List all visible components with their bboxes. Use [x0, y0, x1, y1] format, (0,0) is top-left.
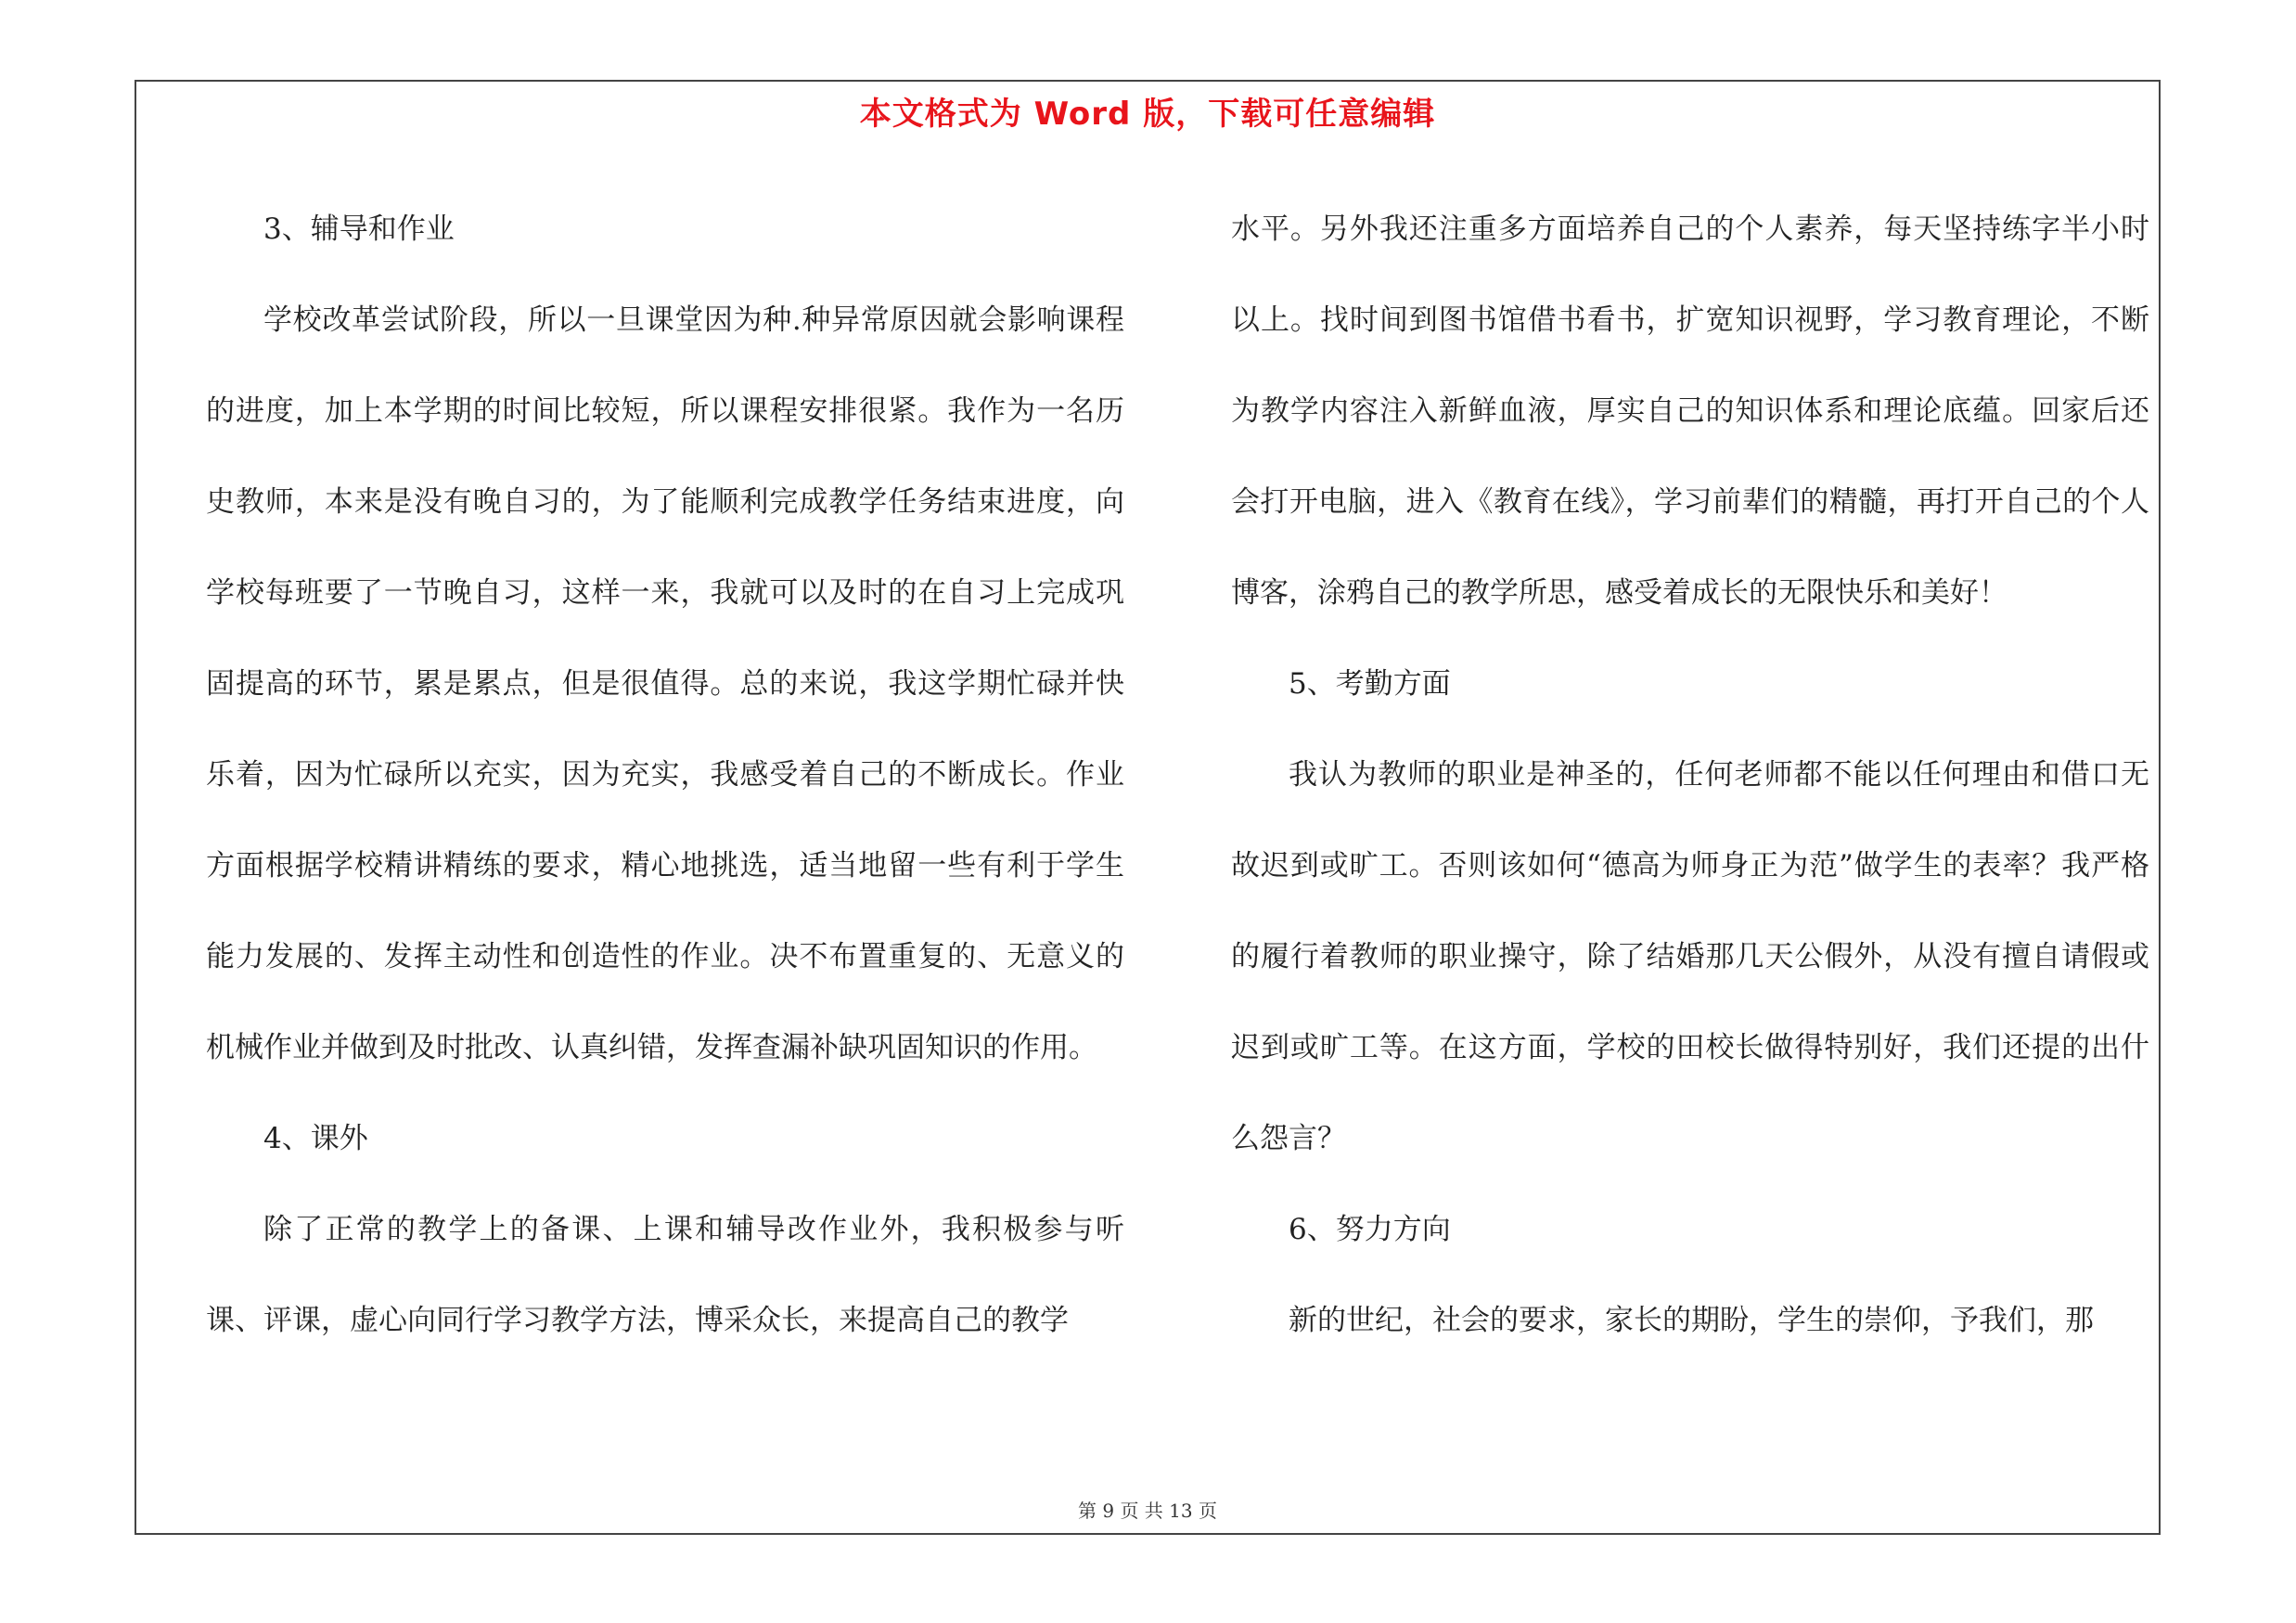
- heading-attendance: 5、考勤方面: [1289, 667, 1451, 701]
- format-banner: 本文格式为 Word 版，下载可任意编辑: [859, 96, 1436, 133]
- heading-extracurricular: 4、课外: [263, 1122, 368, 1155]
- paragraph-direction: 新的世纪，社会的要求，家长的期盼，学生的崇仰，予我们，那: [1289, 1304, 2094, 1337]
- paragraph-extracurricular: 除了正常的教学上的备课、上课和辅导改作业外，我积极参与听课、评课，虚心向同行学习教学方法，博采众长，来提高自己的教学: [206, 1213, 1124, 1337]
- paragraph-extracurricular-continued: 水平。另外我还注重多方面培养自己的个人素养，每天坚持练字半小时以上。找时间到图书馆借书看书，扩宽知识视野，学习教育理论，不断为教学内容注入新鲜血液，厚实自己的知识体系和理论底蕴。回家后还会打开电脑，进入《教育在线》，学习前辈们的精髓，再打开自己的个人博客，涂鸦自己的教学所思，感受着成长的无限快乐和美好！: [1231, 213, 2149, 610]
- paragraph-attendance: 我认为教师的职业是神圣的，任何老师都不能以任何理由和借口无故迟到或旷工。否则该如何“德高为师身正为范”做学生的表率？我严格的履行着教师的职业操守，除了结婚那几天公假外，从没有擅自请假或迟到或旷工等。在这方面，学校的田校长做得特别好，我们还提的出什么怨言？: [1231, 758, 2149, 1155]
- right-column: [1231, 184, 2149, 1366]
- left-column: [206, 184, 1124, 1366]
- paragraph-tutoring: 学校改革尝试阶段，所以一旦课堂因为种.种异常原因就会影响课程的进度，加上本学期的时间比较短，所以课程安排很紧。我作为一名历史教师，本来是没有晚自习的，为了能顺利完成教学任务结束进度，向学校每班要了一节晚自习，这样一来，我就可以及时的在自习上完成巩固提高的环节，累是累点，但是很值得。总的来说，我这学期忙碌并快乐着，因为忙碌所以充实，因为充实，我感受着自己的不断成长。作业方面根据学校精讲精练的要求，精心地挑选，适当地留一些有利于学生能力发展的、发挥主动性和创造性的作业。决不布置重复的、无意义的机械作业并做到及时批改、认真纠错，发挥查漏补缺巩固知识的作用。: [206, 303, 1124, 1064]
- page-number-footer: 第 9 页 共 13 页: [1078, 1500, 1217, 1522]
- heading-direction: 6、努力方向: [1289, 1213, 1451, 1246]
- heading-tutoring: 3、辅导和作业: [263, 213, 455, 246]
